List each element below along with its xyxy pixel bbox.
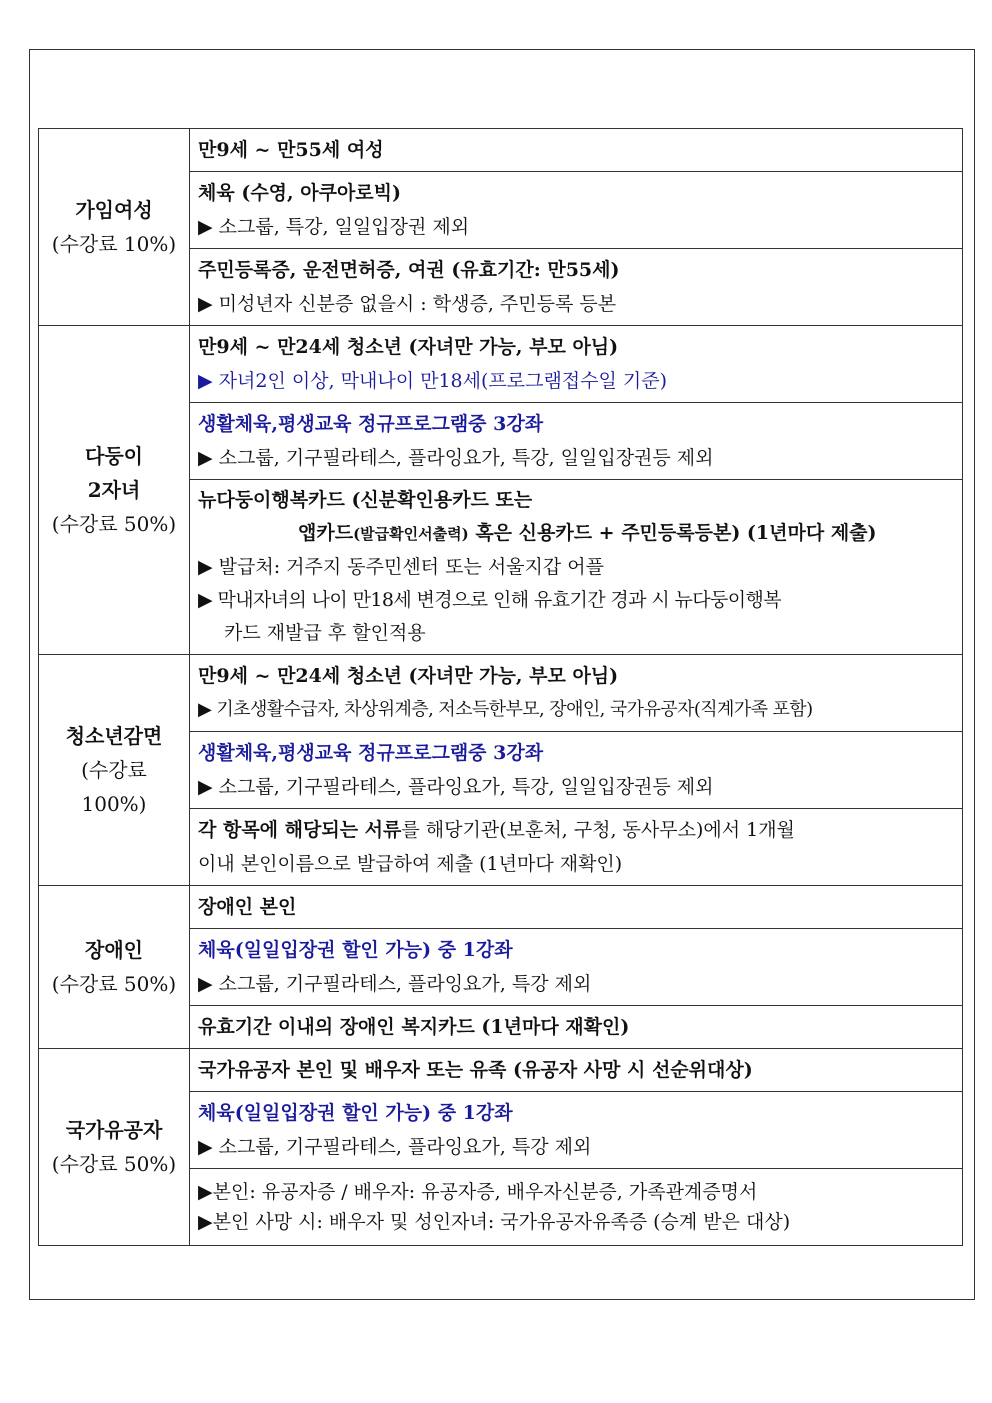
detail-cell: [190, 326, 963, 655]
course-scope: [190, 171, 962, 248]
table-row: [39, 1049, 963, 1246]
app-card-text: 앱카드: [298, 522, 354, 544]
validity-note: ▶ 막내자녀의 나이 만18세 변경으로 인해 유효기간 경과 시 뉴다둥이행복: [198, 589, 782, 611]
detail-cell: [190, 886, 963, 1049]
eligibility-title: 만9세 ~ 만24세 청소년 (자녀만 가능, 부모 아님): [198, 336, 619, 358]
category-fee: (수강료 50%): [51, 512, 177, 536]
category-cell: [39, 326, 190, 655]
category-name: 다둥이: [85, 444, 143, 468]
category-name: 청소년감면: [65, 724, 163, 748]
required-docs: 유효기간 이내의 장애인 복지카드 (1년마다 재확인): [190, 1005, 962, 1048]
category-fee: (수강료 50%): [51, 972, 177, 996]
required-docs-line2: [198, 517, 954, 551]
table-row: [39, 655, 963, 886]
category-fee-line2: 100%): [81, 792, 147, 816]
required-docs: [190, 479, 962, 654]
category-name: 국가유공자: [65, 1118, 163, 1142]
required-docs: [190, 808, 962, 885]
course-scope-note: ▶ 소그룹, 기구필라테스, 플라잉요가, 특강 제외: [198, 1136, 592, 1158]
table-row: [39, 886, 963, 1049]
validity-note-cont: 카드 재발급 후 할인적용: [224, 622, 426, 644]
course-scope-note: ▶ 소그룹, 기구필라테스, 플라잉요가, 특강, 일일입장권등 제외: [198, 776, 714, 798]
required-docs-note2: ▶본인 사망 시: 배우자 및 성인자녀: 국가유공자유족증 (승계 받은 대상): [198, 1211, 791, 1233]
course-scope-note: ▶ 소그룹, 기구필라테스, 플라잉요가, 특강 제외: [198, 973, 592, 995]
required-docs: [190, 1168, 962, 1245]
required-docs-line1: [198, 813, 954, 847]
course-scope-note: ▶ 소그룹, 기구필라테스, 플라잉요가, 특강, 일일입장권등 제외: [198, 447, 714, 469]
category-cell: [39, 886, 190, 1049]
course-scope-title: 생활체육,평생교육 정규프로그램중 3강좌: [198, 413, 544, 435]
category-cell: [39, 129, 190, 326]
category-fee: (수강료 10%): [51, 232, 177, 256]
issuer-note: ▶ 발급처: 거주지 동주민센터 또는 서울지갑 어플: [198, 556, 604, 578]
required-docs-bold: 각 항목에 해당되는 서류: [198, 819, 402, 841]
course-scope: [190, 1091, 962, 1168]
category-name: 가임여성: [75, 198, 153, 222]
category-name-line2: 2자녀: [87, 478, 141, 502]
category-name: 장애인: [85, 938, 143, 962]
required-docs-rest: 를 해당기관(보훈처, 구청, 동사무소)에서 1개월: [401, 819, 795, 841]
course-scope: [190, 731, 962, 808]
category-fee: (수강료: [81, 758, 147, 782]
eligibility: [190, 655, 962, 731]
course-scope-note: ▶ 소그룹, 특강, 일일입장권 제외: [198, 216, 470, 238]
detail-cell: [190, 129, 963, 326]
app-card-subtext: (발급확인서출력): [353, 525, 469, 543]
category-cell: [39, 1049, 190, 1246]
detail-cell: [190, 1049, 963, 1246]
course-scope-title: 체육(일일입장권 할인 가능) 중 1강좌: [198, 1102, 513, 1124]
category-fee: (수강료 50%): [51, 1152, 177, 1176]
category-cell: [39, 655, 190, 886]
eligibility-title: 만9세 ~ 만24세 청소년 (자녀만 가능, 부모 아님): [198, 665, 619, 687]
required-docs-line2-rest: 혹은 신용카드 + 주민등록등본) (1년마다 제출): [468, 522, 877, 544]
eligibility-note: ▶ 기초생활수급자, 차상위계층, 저소득한부모, 장애인, 국가유공자(직계가족 포함): [198, 699, 813, 720]
table-row: [39, 326, 963, 655]
detail-cell: [190, 655, 963, 886]
eligibility: 만9세 ~ 만55세 여성: [198, 139, 384, 161]
course-scope-title: 체육(일일입장권 할인 가능) 중 1강좌: [198, 939, 513, 961]
table-row: [39, 129, 963, 326]
course-scope: [190, 928, 962, 1005]
eligibility: 국가유공자 본인 및 배우자 또는 유족 (유공자 사망 시 선순위대상): [198, 1059, 753, 1081]
discount-table: [38, 128, 963, 1246]
course-scope-title: 생활체육,평생교육 정규프로그램중 3강좌: [198, 742, 544, 764]
eligibility: [190, 326, 962, 402]
required-docs-note1: ▶본인: 유공자증 / 배우자: 유공자증, 배우자신분증, 가족관계증명서: [198, 1181, 758, 1203]
required-docs-line2: 이내 본인이름으로 발급하여 제출 (1년마다 재확인): [198, 853, 623, 875]
required-docs-line1: 뉴다둥이행복카드 (신분확인용카드 또는: [198, 489, 533, 511]
eligibility-note: ▶ 자녀2인 이상, 막내나이 만18세(프로그램접수일 기준): [198, 370, 668, 392]
eligibility: 장애인 본인: [198, 896, 297, 918]
required-docs-title: 주민등록증, 운전면허증, 여권 (유효기간: 만55세): [198, 259, 620, 281]
required-docs-note: ▶ 미성년자 신분증 없을시 : 학생증, 주민등록 등본: [198, 293, 617, 315]
required-docs: [190, 248, 962, 325]
course-scope-title: 체육 (수영, 아쿠아로빅): [198, 182, 402, 204]
course-scope: [190, 402, 962, 479]
